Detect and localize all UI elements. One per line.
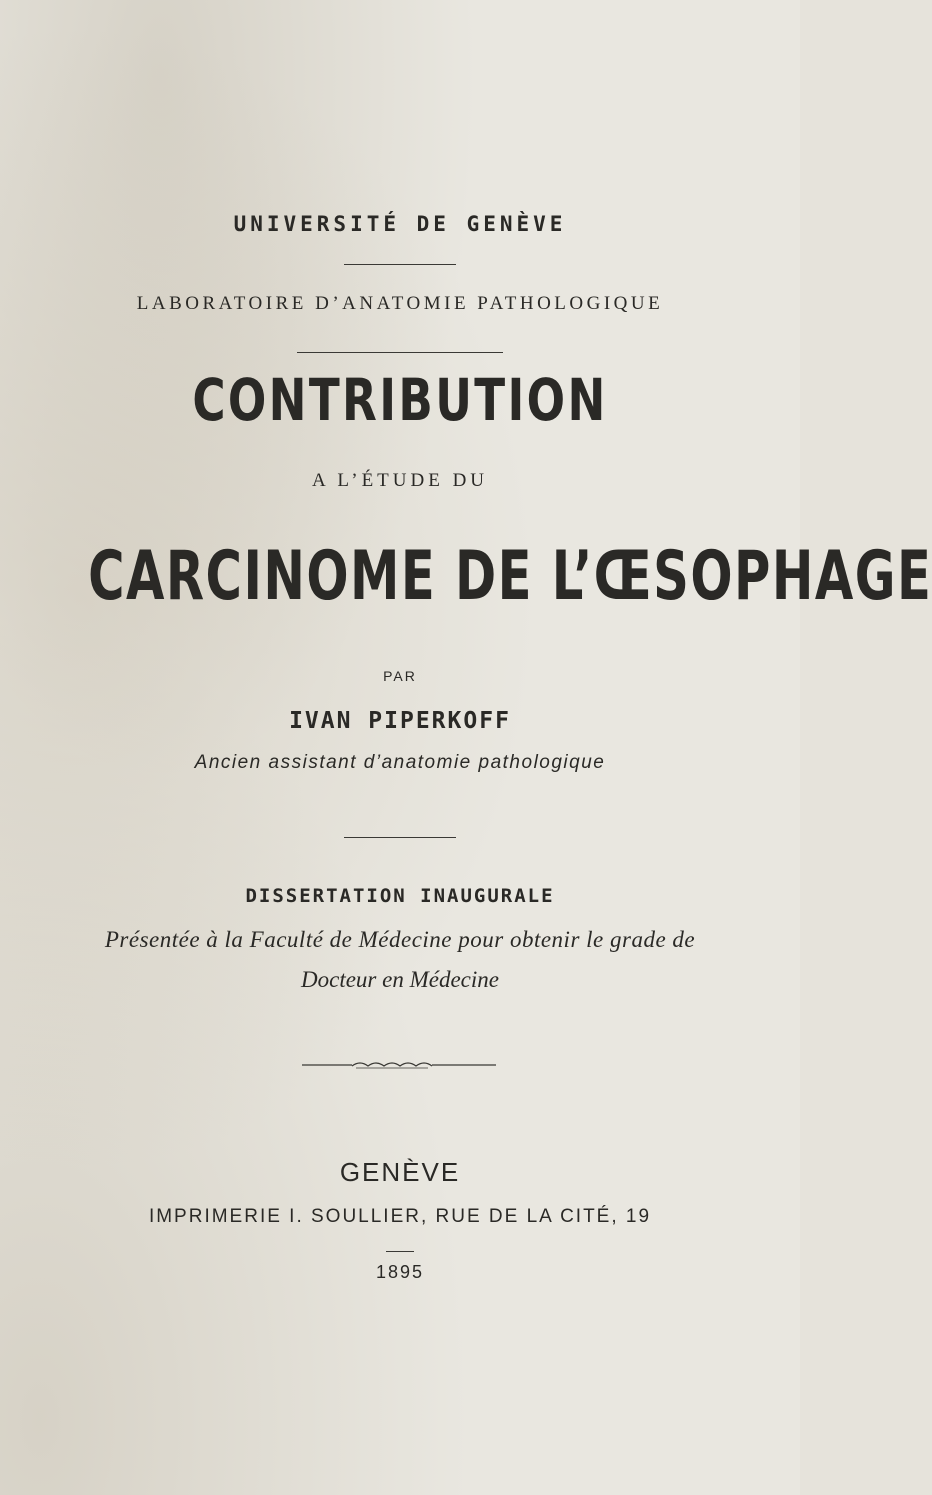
title-subject: CARCINOME DE L’ŒSOPHAGE — [88, 537, 932, 616]
dissertation-heading: DISSERTATION INAUGURALE — [245, 885, 555, 907]
title-sub: A L’ÉTUDE DU — [311, 470, 489, 491]
divider — [386, 1251, 414, 1252]
university-name: UNIVERSITÉ DE GENÈVE — [233, 212, 567, 236]
dissertation-line-2: Docteur en Médecine — [301, 967, 499, 992]
ornament-rule — [302, 1058, 496, 1070]
divider — [344, 264, 456, 265]
author-role: Ancien assistant d’anatomie pathologique — [194, 752, 606, 773]
divider — [344, 837, 456, 838]
author-name: IVAN PIPERKOFF — [289, 708, 511, 734]
dissertation-line-1: Présentée à la Faculté de Médecine pour obtenir le grade de — [104, 927, 696, 952]
imprint-year: 1895 — [375, 1262, 425, 1282]
divider — [297, 352, 503, 353]
laboratory-name: LABORATOIRE D’ANATOMIE PATHOLOGIQUE — [136, 293, 664, 314]
imprint-printer: IMPRIMERIE I. SOULLIER, RUE DE LA CITÉ, 19 — [148, 1206, 652, 1227]
author-by: PAR — [383, 668, 417, 684]
title-main: CONTRIBUTION — [192, 366, 608, 434]
imprint-city: GENÈVE — [339, 1157, 461, 1187]
